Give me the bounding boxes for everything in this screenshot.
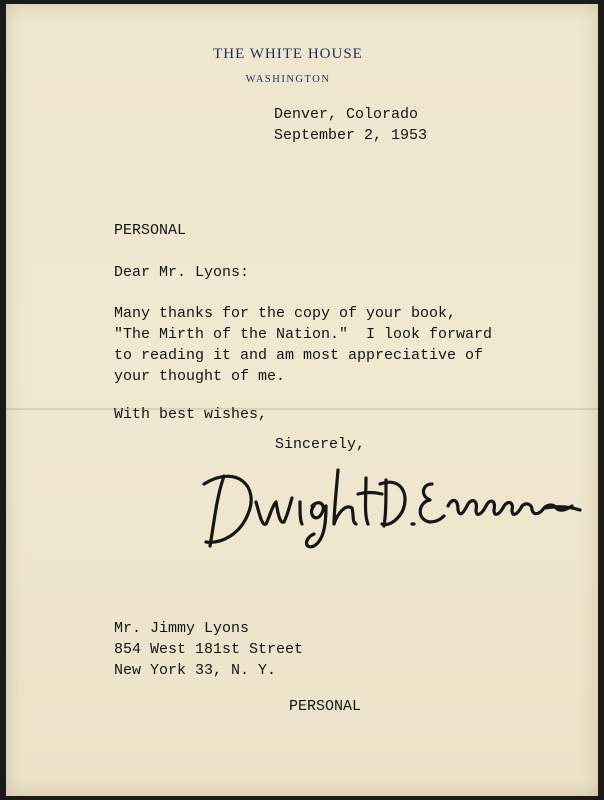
body-line: "The Mirth of the Nation." I look forward [114,326,493,343]
body-line: your thought of me. [114,368,286,385]
body-line: Many thanks for the copy of your book, [114,305,457,322]
marking-top: PERSONAL [114,222,187,239]
recipient-name: Mr. Jimmy Lyons [114,620,250,637]
closing-wish: With best wishes, [114,406,268,423]
closing: Sincerely, [275,436,366,453]
body-line: to reading it and am most appreciative of [114,347,484,364]
recipient-street: 854 West 181st Street [114,641,304,658]
signature-image [196,454,586,554]
letterhead-location: WASHINGTON [245,74,331,85]
dateline-place: Denver, Colorado [274,106,419,123]
recipient-city: New York 33, N. Y. [114,662,277,679]
salutation: Dear Mr. Lyons: [114,264,250,281]
dateline-date: September 2, 1953 [274,127,428,144]
paper-fold [6,408,598,410]
letter-page [6,4,598,796]
marking-bottom: PERSONAL [289,698,362,715]
letterhead-title: THE WHITE HOUSE [213,46,363,62]
